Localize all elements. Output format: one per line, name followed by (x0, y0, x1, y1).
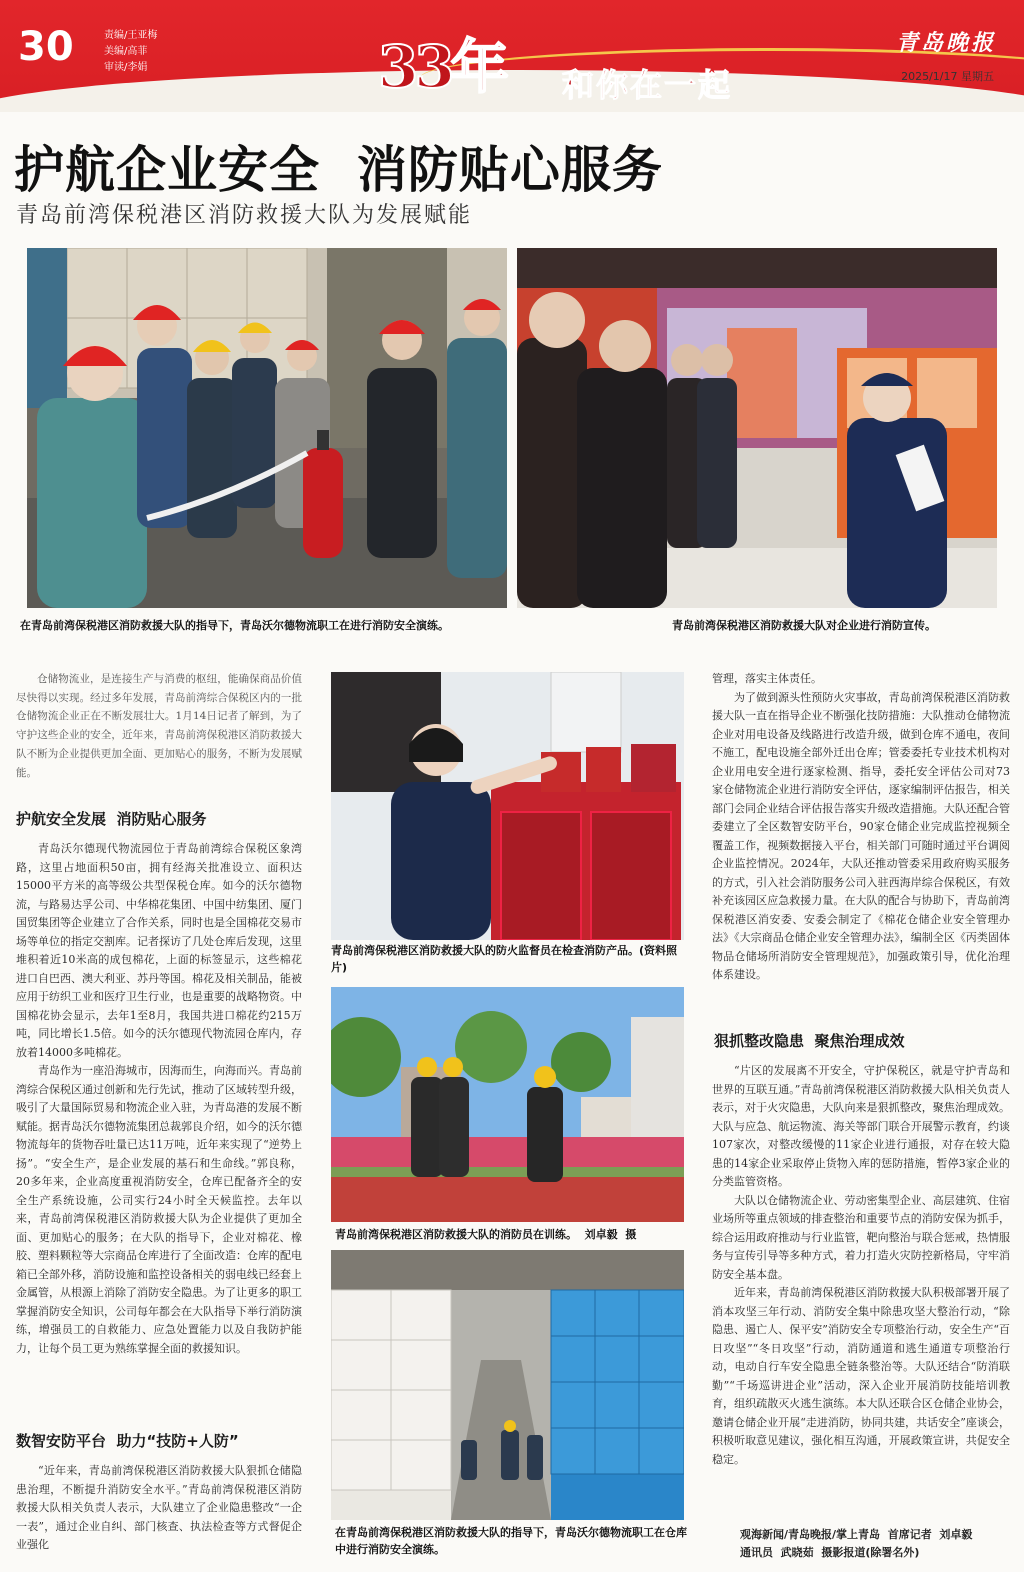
newspaper-logo: 青岛晚报 (895, 30, 996, 56)
photo-fire-publicity (517, 248, 997, 608)
masthead (0, 0, 1024, 112)
headline: 护航企业安全 消防贴心服务 (14, 141, 663, 199)
body-paragraph: “近年来，青岛前湾保税港区消防救援大队狠抓仓储隐患治理，不断提升消防安全水平。”青岛前湾保税港区消防救援大队相关负责人表示，大队建立了企业隐患整改“一企一表”，通过企业自纠、部门核查、执法检查等方式督促企业强化 (16, 1464, 302, 1551)
photo-fire-drill (27, 248, 507, 608)
photo-firefighter-training (331, 987, 684, 1222)
byline (740, 1526, 1020, 1562)
editor-line: 美编/高菲 (104, 46, 148, 57)
photo-warehouse-drill (331, 1250, 684, 1520)
photo-caption: 在青岛前湾保税港区消防救援大队的指导下，青岛沃尔德物流职工在进行消防安全演练。 (20, 619, 449, 632)
publication-date: 2025/1/17 星期五 (901, 70, 994, 83)
article-column-3-tail (712, 1062, 1010, 1520)
body-paragraph: 管理，落实主体责任。 (712, 672, 822, 685)
body-paragraph: 青岛作为一座沿海城市，因海而生，向海而兴。青岛前湾综合保税区通过创新和先行先试，推动了区域转型升级，吸引了大量国际贸易和物流企业入驻，为青岛港的发展不断赋能。据青岛沃尔德物流集团总裁郭良介绍，如今的沃尔德物流每年的货物吞吐量已达11万吨，近年来实现了“逆势上扬”。“安全生产，是企业发展的基石和生命线。”郭良称，20多年来，企业高度重视消防安全，仓库已配备齐全的安全生产系统设施，公司实行24小时全天候监控。去年以来，青岛前湾保税港区消防救援大队为企业提供了更加全面、更加贴心的服务；在大队的指导下，企业对棉花、橡胶、塑料颗粒等大宗商品仓库进行了全面改造：仓库的配电箱已全部外移，消防设施和监控设备相关的弱电线已经套上金属管，从根源上消除了消防安全隐患。为了让更多的职工掌握消防安全知识，公司每年都会在大队指导下举行消防演练，增强员工的自救能力、应急处置能力以及自我防护能力，让每个员工更为熟练掌握全面的救援知识。 (16, 1064, 302, 1355)
lead-paragraph: 仓储物流业，是连接生产与消费的枢纽，能确保商品价值尽快得以实现。经过多年发展，青岛前湾综合保税区内的一批仓储物流企业正在不断发展壮大。1月14日记者了解到，为了守护这些企业的安全，近年来，青岛前湾保税港区消防救援大队不断为企业提供更加全面、更加贴心的服务，不断为发展赋能。 (16, 673, 302, 779)
body-paragraph: 为了做到源头性预防火灾事故，青岛前湾保税港区消防救援大队一直在指导企业不断强化技防措施：大队推动仓储物流企业对用电设备及线路进行改造升级，做到仓库不通电，夜间不施工，配电设施全部外迁出仓库；管委委托专业技术机构对企业用电安全进行逐家检测、指导，委托安全评估公司对73家仓储物流企业进行消防安全评估，逐家编制评估报告，相关部门会同企业结合评估报告落实升级改造措施。大队还配合管委建立了全区数智安防平台，90家仓储企业完成监控视频全覆盖工作，视频数据接入平台，相关部门可随时通过平台调阅企业监控情况。2024年，大队还推动管委采用政府购买服务的方式，引入社会消防服务公司入驻西海岸综合保税区，有效补充该园区应急救援力量。在大队的配合与协助下，青岛前湾保税港区消安委、安委会制定了《棉花仓储企业安全管理办法》《大宗商品仓储企业安全管理办法》，编制全区《丙类固体物品仓储场所消防安全管理规范》，加强政策引导，优化治理体系建设。 (712, 690, 1010, 981)
article-lead (16, 670, 302, 800)
photo-caption: 青岛前湾保税港区消防救援大队对企业进行消防宣传。 (672, 619, 936, 632)
photo-inspection (331, 672, 684, 940)
anniversary-slogan: 和你在一起 (562, 66, 733, 104)
editor-credits (104, 28, 157, 76)
body-paragraph: 青岛沃尔德现代物流园位于青岛前湾综合保税区象湾路，这里占地面积50亩，拥有经海关批准设立、面积达15000平方米的高等级公共型保税仓库。如今的沃尔德物流，与路易达孚公司、中华棉花集团、中国中纺集团、厦门国贸集团等企业建立了合作关系，同时也是全国棉花交易市场等单位的指定交割库。记者探访了几处仓库后发现，这里堆积着近10米高的成包棉花，上面的标签显示，这些棉花进口自巴西、澳大利亚、苏丹等国。棉花及相关制品，能被应用于纺织工业和医疗卫生行业，也是重要的战略物资。中国棉花协会显示，去年1至8月，我国共进口棉花约215万吨，同比增长1.5倍。如今的沃尔德现代物流园仓库内，存放着14000多吨棉花。 (16, 842, 302, 1059)
page-number: 30 (18, 24, 74, 70)
subheadline: 青岛前湾保税港区消防救援大队为发展赋能 (16, 203, 473, 228)
photo-caption: 青岛前湾保税港区消防救援大队的消防员在训练。 刘卓毅 摄 (335, 1228, 637, 1241)
editor-line: 责编/王亚梅 (104, 30, 158, 41)
editor-line: 审读/李娟 (104, 62, 148, 73)
anniversary-logo: 33年 (378, 33, 505, 101)
photo-caption: 青岛前湾保税港区消防救援大队的防火监督员在检查消防产品。(资料照片) (331, 944, 678, 974)
section-heading: 护航安全发展 消防贴心服务 (16, 810, 207, 828)
article-column-3 (712, 670, 1010, 1020)
article-column-1 (16, 840, 302, 1410)
body-paragraph: 近年来，青岛前湾保税港区消防救援大队积极部署开展了消本攻坚三年行动、消防安全集中除患攻坚大整治行动，“除隐患、遏亡人、保平安”消防安全专项整治行动，安全生产“百日攻坚”“冬日攻坚”行动，消防通道和逃生通道专项整治行动，电动自行车安全隐患全链条整治等。大队还结合“防消联勤”“千场巡讲进企业”活动，深入企业开展消防技能培训教育，组织疏散灭火逃生演练。本大队还联合区仓储企业协会，邀请仓储企业开展“走进消防，协同共建，共话安全”座谈会，积极听取意见建议，强化相互沟通，开展政策宣讲，共促安全稳定。 (712, 1286, 1010, 1466)
byline-line: 观海新闻/青岛晚报/掌上青岛 首席记者 刘卓毅 (740, 1528, 973, 1541)
section-heading: 狠抓整改隐患 聚焦治理成效 (714, 1032, 905, 1050)
byline-line: 通讯员 武晓茹 摄影报道(除署名外) (740, 1546, 920, 1559)
article-column-1-tail (16, 1462, 302, 1558)
section-heading: 数智安防平台 助力“技防+人防” (16, 1432, 239, 1450)
body-paragraph: “片区的发展离不开安全，守护保税区，就是守护青岛和世界的互联互通。”青岛前湾保税港区消防救援大队相关负责人表示，对于火灾隐患，大队向来是狠抓整改，聚焦治理成效。大队与应急、航运物流、海关等部门联合开展警示教育，约谈107家次，对整改缓慢的11家企业进行通报，对存在较大隐患的14家企业采取停止货物入库的惩防措施，暂停3家企业的分类监管资格。 (712, 1064, 1010, 1188)
photo-caption: 在青岛前湾保税港区消防救援大队的指导下，青岛沃尔德物流职工在仓库中进行消防安全演练。 (335, 1526, 687, 1556)
body-paragraph: 大队以仓储物流企业、劳动密集型企业、高层建筑、住宿业场所等重点领域的排查整治和重要节点的消防安保为抓手，综合运用政府推动与行业监管，靶向整治与联合惩戒，热情服务与宣传引导等多种方式，着力打造火灾防控新格局，守牢消防安全基本盘。 (712, 1193, 1010, 1281)
